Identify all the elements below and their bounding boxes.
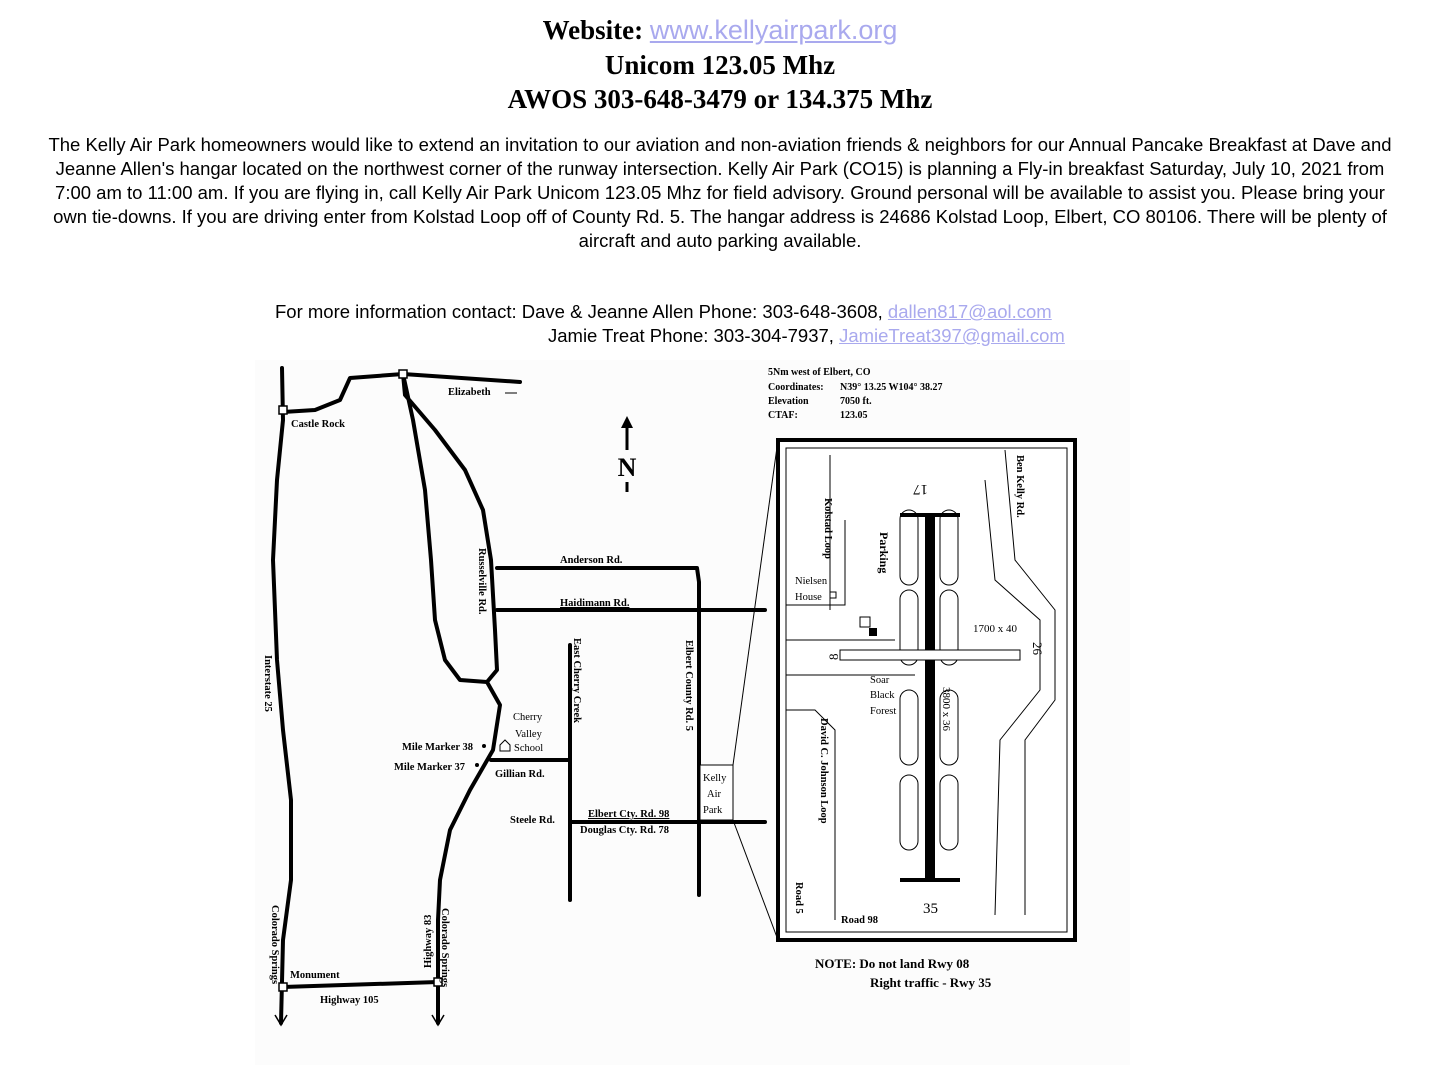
- russelville-label: Russelville Rd.: [476, 548, 487, 615]
- elizabeth-label: Elizabeth: [448, 387, 491, 398]
- soar-line2: Black: [870, 690, 895, 701]
- mile-marker-37-label: Mile Marker 37: [394, 762, 465, 773]
- interstate-label: Interstate 25: [262, 655, 273, 712]
- ctaf-value: 123.05: [840, 410, 868, 421]
- contact-email-1[interactable]: dallen817@aol.com: [887, 301, 1052, 322]
- anderson-label: Anderson Rd.: [560, 555, 623, 566]
- haidimann-label: Haidimann Rd.: [560, 598, 630, 609]
- cherry-valley-line1: Cherry: [513, 712, 543, 723]
- cherry-valley-line2: Valley: [515, 729, 542, 740]
- cherry-valley-line3: School: [514, 743, 544, 754]
- airpark-directions-map: [255, 360, 1130, 1065]
- contact-line-1: [275, 301, 1052, 323]
- runway-17-label: 17: [913, 481, 928, 497]
- kolstad-label: Kolstad Loop: [822, 498, 833, 559]
- steele-label: Steele Rd.: [510, 815, 555, 826]
- elevation-value: 7050 ft.: [840, 396, 872, 407]
- awos-line: AWOS 303-648-3479 or 134.375 Mhz: [507, 84, 933, 114]
- nielsen-line2: House: [795, 592, 822, 603]
- runway-26-label: 26: [1030, 642, 1045, 655]
- coordinates-value: N39° 13.25 W104° 38.27: [840, 382, 943, 393]
- note-line-2: Right traffic - Rwy 35: [870, 975, 992, 990]
- main-runway-dimension: 3800 x 36: [940, 687, 952, 731]
- note-line-1: NOTE: Do not land Rwy 08: [815, 956, 970, 971]
- castle-rock-label: Castle Rock: [291, 419, 345, 430]
- north-label: N: [617, 453, 637, 482]
- elbert-county-label: Elbert County Rd. 5: [683, 640, 694, 732]
- east-cherry-creek-label: East Cherry Creek: [571, 638, 582, 723]
- monument-label: Monument: [290, 970, 340, 981]
- highway-105-label: Highway 105: [320, 995, 379, 1006]
- website-label: Website:: [542, 15, 644, 45]
- ctaf-label: CTAF:: [768, 410, 798, 421]
- soar-line3: Forest: [870, 706, 897, 717]
- mile-marker-38-label: Mile Marker 38: [402, 742, 473, 753]
- soar-line1: Soar: [870, 675, 890, 686]
- elbert-98-label: Elbert Cty. Rd. 98: [588, 809, 670, 820]
- contact-email-2[interactable]: JamieTreat397@gmail.com: [839, 325, 1065, 346]
- location-text: 5Nm west of Elbert, CO: [768, 367, 871, 378]
- runway-35-label: 35: [923, 901, 938, 917]
- cross-runway-dimension: 1700 x 40: [973, 623, 1017, 635]
- website-link[interactable]: www.kellyairpark.org: [649, 15, 898, 45]
- kelly-air-park-line3: Park: [703, 805, 723, 816]
- runway-17-35: [925, 515, 935, 880]
- parking-label: Parking: [877, 532, 891, 574]
- ben-kelly-label: Ben Kelly Rd.: [1014, 455, 1025, 518]
- contact-line-2-text: Jamie Treat Phone: 303-304-7937,: [548, 325, 834, 346]
- colorado-springs-left-label: Colorado Springs: [269, 905, 280, 985]
- road-98-label: Road 98: [841, 915, 879, 926]
- nielsen-line1: Nielsen: [795, 576, 828, 587]
- road-5-label: Road 5: [793, 882, 804, 914]
- unicom-line: Unicom 123.05 Mhz: [604, 50, 836, 80]
- elevation-label: Elevation: [768, 396, 809, 407]
- invitation-paragraph: The Kelly Air Park homeowners would like to extend an invitation to our aviation and non-aviation friends & neighbors for our Annual Pancake Breakfast at Dave and Jeanne Allen's hangar located on the northwest corner of the runway intersection. Kelly Air Park (CO15) is planning a Fly-in breakfast Saturday, July 10, 2021 from 7:00 am to 11:00 am. If you are flying in, call Kelly Air Park Unicom 123.05 Mhz for field advisory. Ground personal will be available to assist you. Please bring your own tie-downs. If you are driving enter from Kolstad Loop off of County Rd. 5. The hangar address is 24686 Kolstad Loop, Elbert, CO 80106. There will be plenty of aircraft and auto parking available.: [48, 134, 1392, 251]
- david-johnson-label: David C. Johnson Loop: [818, 718, 829, 824]
- douglas-78-label: Douglas Cty. Rd. 78: [580, 825, 669, 836]
- kelly-air-park-line1: Kelly: [703, 773, 727, 784]
- colorado-springs-right-label: Colorado Springs: [439, 908, 450, 988]
- runway-8-label: 8: [826, 653, 841, 660]
- coordinates-label: Coordinates:: [768, 382, 824, 393]
- contact-line-1-text: For more information contact: Dave & Jeanne Allen Phone: 303-648-3608,: [275, 301, 883, 322]
- highway-83-label: Highway 83: [423, 914, 434, 968]
- website-line: [0, 14, 1440, 46]
- kelly-air-park-line2: Air: [707, 789, 721, 800]
- gillian-label: Gillian Rd.: [495, 769, 545, 780]
- runway-8-26: [840, 650, 1020, 660]
- contact-line-2: [548, 325, 1065, 347]
